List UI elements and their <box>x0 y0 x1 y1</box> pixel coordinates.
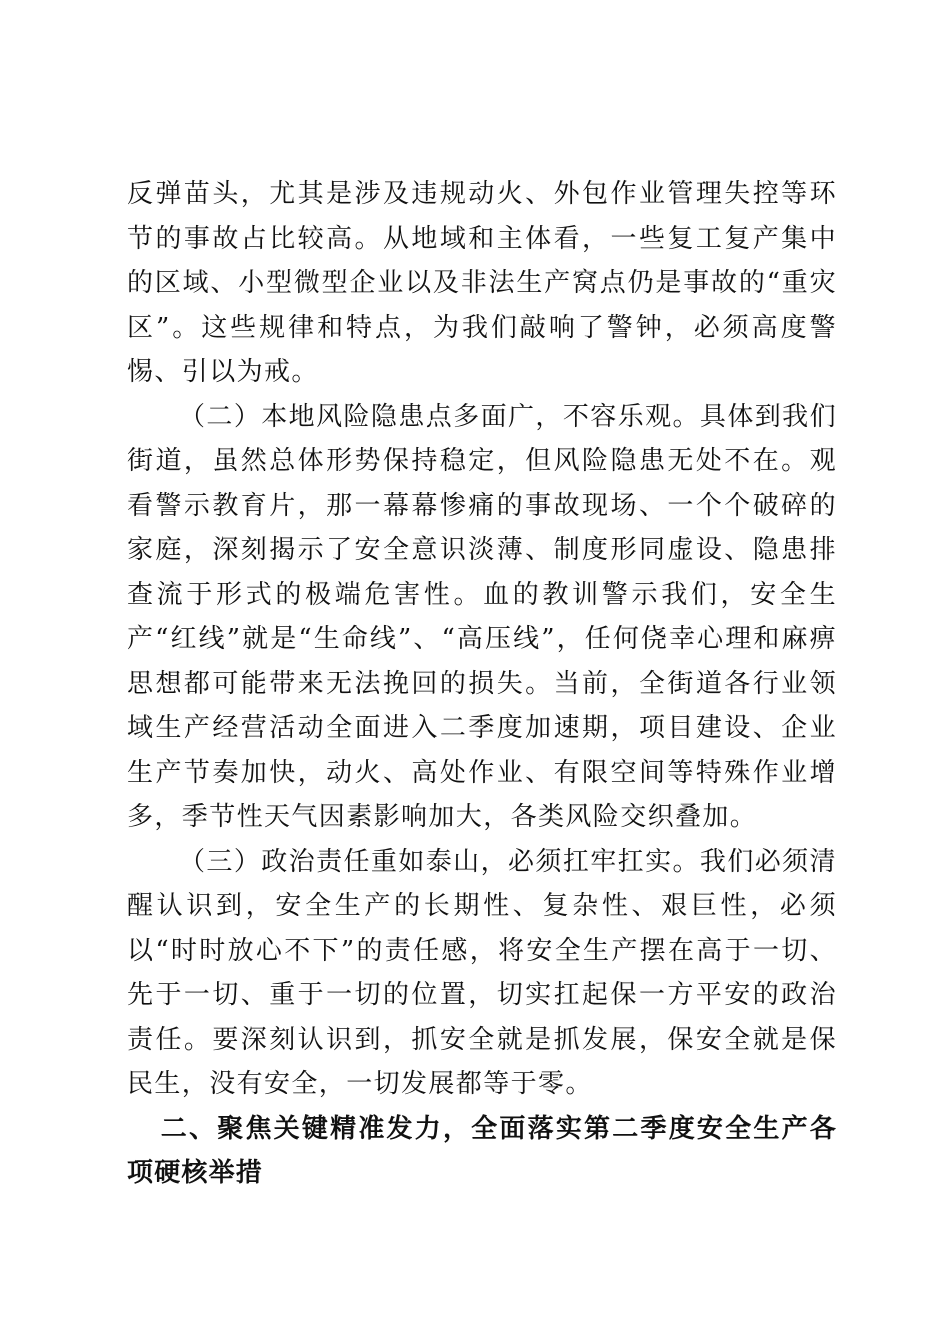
section-heading: 二、聚焦关键精准发力，全面落实第二季度安全生产各项硬核举措 <box>127 1113 837 1188</box>
paragraph-section-three: （三）政治责任重如泰山，必须扛牢扛实。我们必须清醒认识到，安全生产的长期性、复杂性、艰巨性，必须以“时时放心不下”的责任感，将安全生产摆在高于一切、先于一切、重于一切的位置，切实扛起保一方平安的政治责任。要深刻认识到，抓安全就是抓发展，保安全就是保民生，没有安全，一切发展都等于零。 <box>127 846 837 1099</box>
paragraph-section-two: （二）本地风险隐患点多面广，不容乐观。具体到我们街道，虽然总体形势保持稳定，但风险隐患无处不在。观看警示教育片，那一幕幕惨痛的事故现场、一个个破碎的家庭，深刻揭示了安全意识淡薄、制度形同虚设、隐患排查流于形式的极端危害性。血的教训警示我们，安全生产“红线”就是“生命线”、“高压线”，任何侥幸心理和麻痹思想都可能带来无法挽回的损失。当前，全街道各行业领域生产经营活动全面进入二季度加速期，项目建设、企业生产节奏加快，动火、高处作业、有限空间等特殊作业增多，季节性天气因素影响加大，各类风险交织叠加。 <box>127 401 837 832</box>
paragraph-continuation: 反弹苗头，尤其是涉及违规动火、外包作业管理失控等环节的事故占比较高。从地域和主体看，一些复工复产集中的区域、小型微型企业以及非法生产窝点仍是事故的“重灾区”。这些规律和特点，为我们敲响了警钟，必须高度警惕、引以为戒。 <box>127 179 837 387</box>
document-body <box>127 172 837 1196</box>
